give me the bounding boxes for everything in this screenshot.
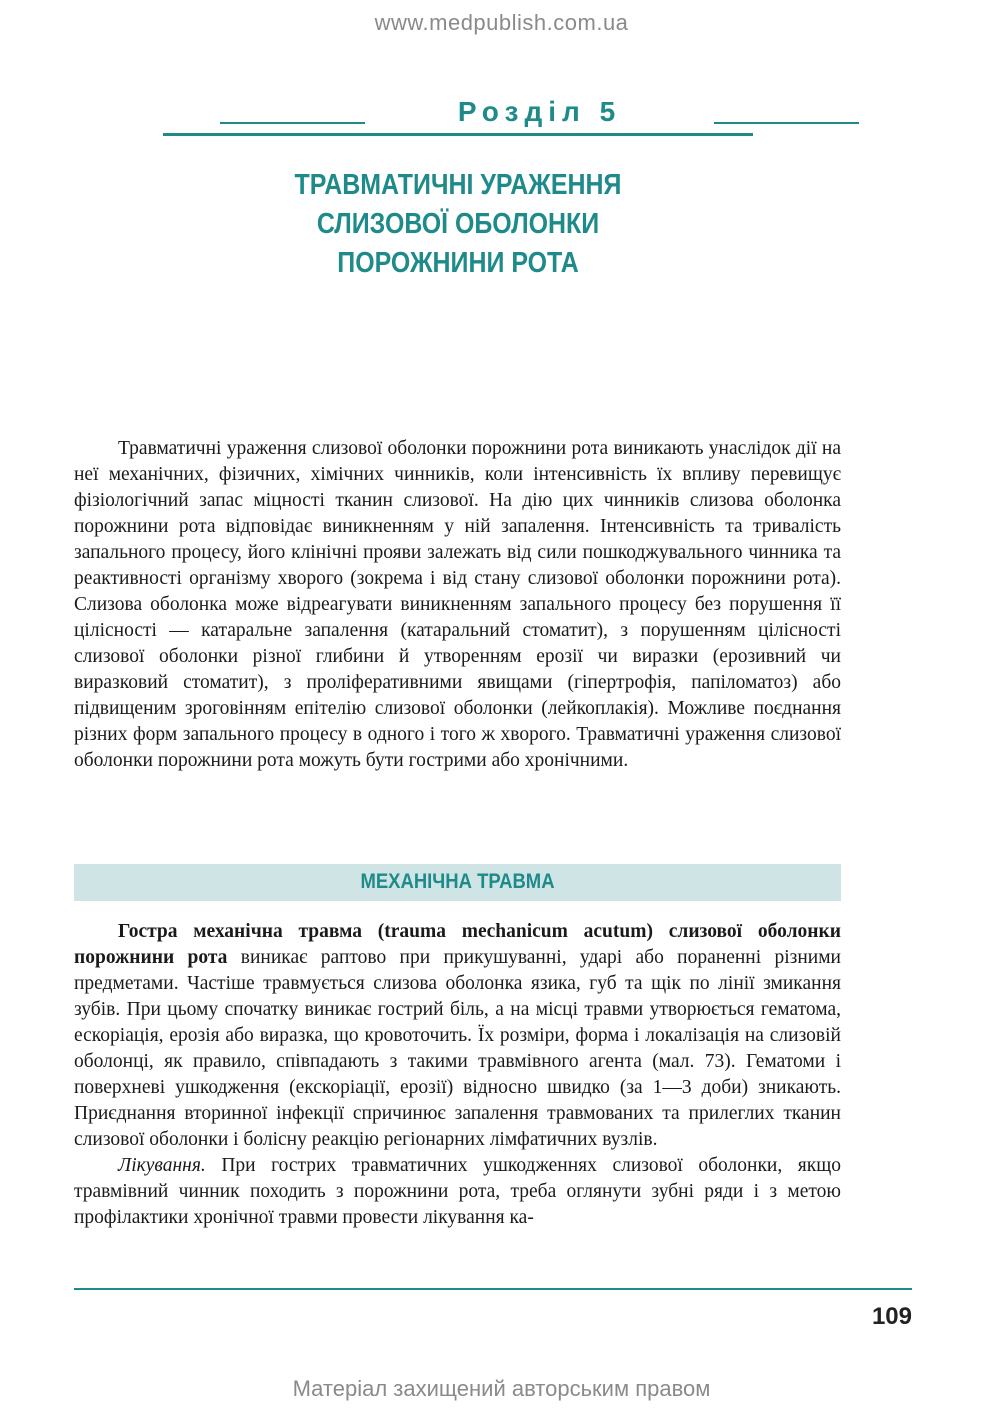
treatment-label: Лікування. (118, 1155, 206, 1176)
section-rule-left (220, 122, 365, 124)
acute-trauma-section (74, 919, 841, 1231)
section-underline (163, 133, 753, 136)
copyright-watermark: Матеріал захищений авторським правом (292, 1376, 711, 1401)
treatment-text: При гострих травматичних ушкодженнях слизової оболонки, якщо травмівний чинник походить з порожнини рота, треба оглянути зубні ряди і з метою профілактики хронічної травми провести лікування ка- (74, 1155, 841, 1228)
chapter-title (204, 166, 711, 283)
chapter-title-line-1: ТРАВМАТИЧНІ УРАЖЕННЯ (294, 169, 622, 201)
section-header (163, 96, 753, 136)
acute-trauma-term: Гостра механічна травма (trauma mechanicum acutum) слизової оболонки порожнини рота (74, 921, 841, 968)
section-label: Розділ 5 (457, 96, 622, 127)
intro-paragraph: Травматичні ураження слизової оболонки порожнини рота виникають унаслідок дії на неї механічних, фізичних, хімічних чинників, коли інтенсивність їх впливу перевищує фізіологічний запас міцності тканин слизової. На дію цих чинників слизова оболонка порожнини рота відповідає виникненням у ній запалення. Інтенсивність та тривалість запального процесу, його клінічні прояви залежать від сили пошкоджувального чинника та реактивності організму хворого (зокрема і від стану слизової оболонки порожнини рота). Слизова оболонка може відреагувати виникненням запального процесу без порушення її цілісності — катаральне запалення (катаральний стоматит), з порушенням цілісності слизової оболонки різної глибини й утворенням ерозії чи виразки (ерозивний чи виразковий стоматит), з проліферативними явищами (гіпертрофія, папіломатоз) або підвищеним зроговінням епітелію слизової оболонки (лейкоплакія). Можливе поєднання різних форм запального процесу в одного і того ж хворого. Травматичні ураження слизової оболонки порожнини рота можуть бути гострими або хронічними. (74, 438, 841, 771)
intro-section (74, 436, 841, 774)
footer-rule (74, 1288, 912, 1290)
section-heading-band (74, 864, 841, 901)
section-rule-right (714, 122, 859, 124)
treatment-paragraph (74, 1153, 841, 1231)
watermark-url: www.medpublish.com.ua (374, 10, 629, 35)
chapter-title-line-3: ПОРОЖНИНИ РОТА (337, 247, 579, 279)
section-heading: МЕХАНІЧНА ТРАВМА (360, 870, 555, 893)
page-number: 109 (871, 1303, 912, 1330)
acute-trauma-text: виникає раптово при прикушуванні, ударі або пораненні різними предметами. Частіше травмується слизова оболонка язика, губ та щік по лінії змикання зубів. При цьому спочатку виникає гострий біль, а на місці травми утворюється гематома, ескоріація, ерозія або виразка, що кровоточить. Їх розміри, форма і локалізація на слизовій оболонці, як правило, співпадають з такими травмівного агента (мал. 73). Гематоми і поверхневі ушкодження (екскоріації, ерозії) відносно швидко (за 1—3 доби) зникають. Приєднання вторинної інфекції спричинює запалення травмованих та прилеглих тканин слизової оболонки і болісну реакцію регіонарних лімфатичних вузлів. (74, 947, 841, 1150)
acute-trauma-paragraph (74, 919, 841, 1153)
chapter-title-line-2: СЛИЗОВОЇ ОБОЛОНКИ (316, 208, 600, 240)
